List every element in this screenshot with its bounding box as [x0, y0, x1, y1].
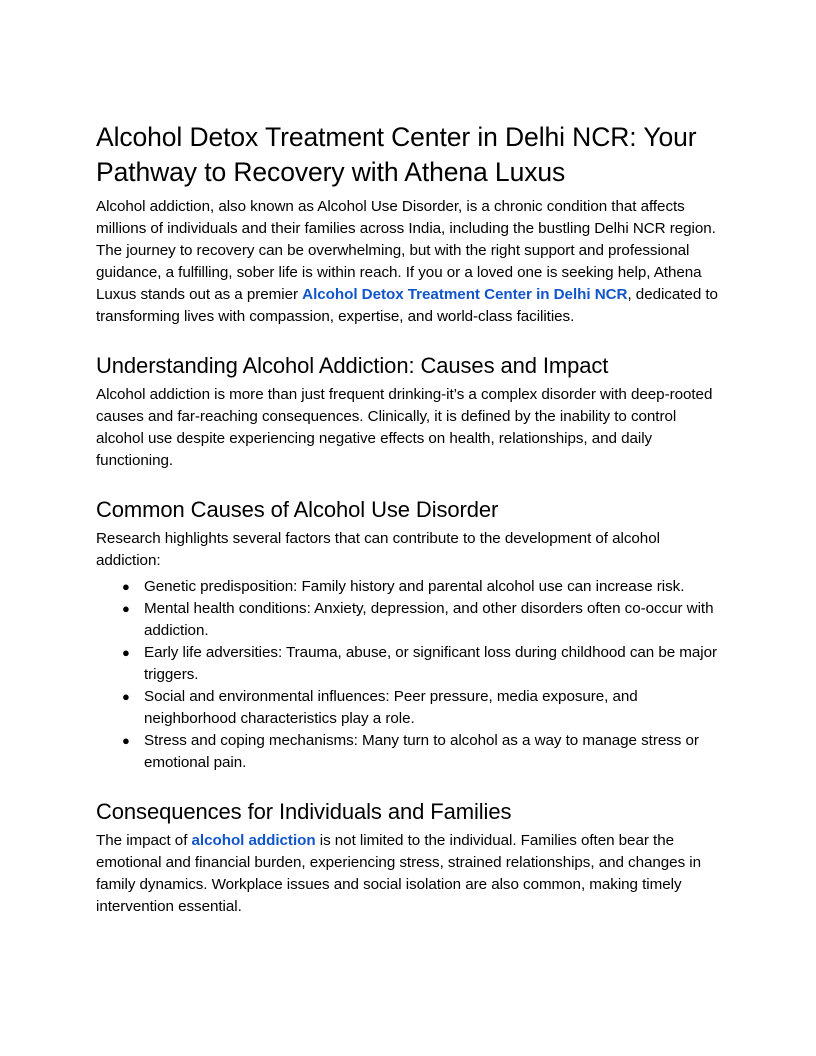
list-item-text: Early life adversities: Trauma, abuse, or significant loss during childhood can be major triggers. [144, 644, 718, 683]
consequences-text-before: The impact of [96, 832, 192, 849]
causes-section [96, 496, 724, 774]
document-page [96, 120, 724, 918]
list-item-text: Social and environmental influences: Peer pressure, media exposure, and neighborhood characteristics play a role. [144, 688, 638, 727]
causes-paragraph: Research highlights several factors that can contribute to the development of alcohol addiction: [96, 530, 660, 569]
bullet-icon: ● [122, 689, 130, 704]
consequences-section [96, 798, 724, 918]
list-item [122, 686, 724, 730]
list-item [122, 642, 724, 686]
causes-heading: Common Causes of Alcohol Use Disorder [96, 497, 499, 522]
consequences-heading: Consequences for Individuals and Families [96, 799, 512, 824]
alcohol-addiction-link[interactable]: alcohol addiction [191, 832, 316, 849]
understanding-paragraph: Alcohol addiction is more than just frequent drinking-it’s a complex disorder with deep-rooted causes and far-reaching consequences. Clinically, it is defined by the inability to control alcohol use despite experiencing negative effects on health, relationships, and daily functioning. [96, 386, 713, 469]
intro-section [96, 120, 724, 328]
bullet-icon: ● [122, 601, 130, 616]
alcohol-detox-center-link[interactable]: Alcohol Detox Treatment Center in Delhi NCR [302, 286, 628, 303]
consequences-text-after: is not limited to the individual. Families often bear the emotional and financial burden, experiencing stress, strained relationships, and changes in family dynamics. Workplace issues and social isolation are also common, making timely intervention essential. [96, 832, 702, 915]
list-item [122, 576, 724, 598]
intro-text-after: , dedicated to transforming lives with compassion, expertise, and world-class facilities. [96, 286, 718, 325]
page-title: Alcohol Detox Treatment Center in Delhi NCR: Your Pathway to Recovery with Athena Luxus [96, 122, 697, 187]
intro-paragraph [96, 196, 724, 328]
consequences-paragraph [96, 830, 724, 918]
understanding-section [96, 352, 724, 472]
understanding-heading: Understanding Alcohol Addiction: Causes and Impact [96, 353, 609, 378]
causes-list [96, 576, 724, 774]
list-item [122, 598, 724, 642]
bullet-icon: ● [122, 579, 130, 594]
list-item-text: Stress and coping mechanisms: Many turn to alcohol as a way to manage stress or emotional pain. [144, 732, 699, 771]
bullet-icon: ● [122, 645, 130, 660]
list-item-text: Mental health conditions: Anxiety, depression, and other disorders often co-occur with addiction. [144, 600, 714, 639]
intro-text-before: Alcohol addiction, also known as Alcohol Use Disorder, is a chronic condition that affects millions of individuals and their families across India, including the bustling Delhi NCR region. The journey to recovery can be overwhelming, but with the right support and professional guidance, a fulfilling, sober life is within reach. If you or a loved one is seeking help, Athena Luxus stands out as a premier [96, 198, 716, 303]
list-item-text: Genetic predisposition: Family history and parental alcohol use can increase risk. [144, 578, 685, 595]
bullet-icon: ● [122, 733, 130, 748]
list-item [122, 730, 724, 774]
